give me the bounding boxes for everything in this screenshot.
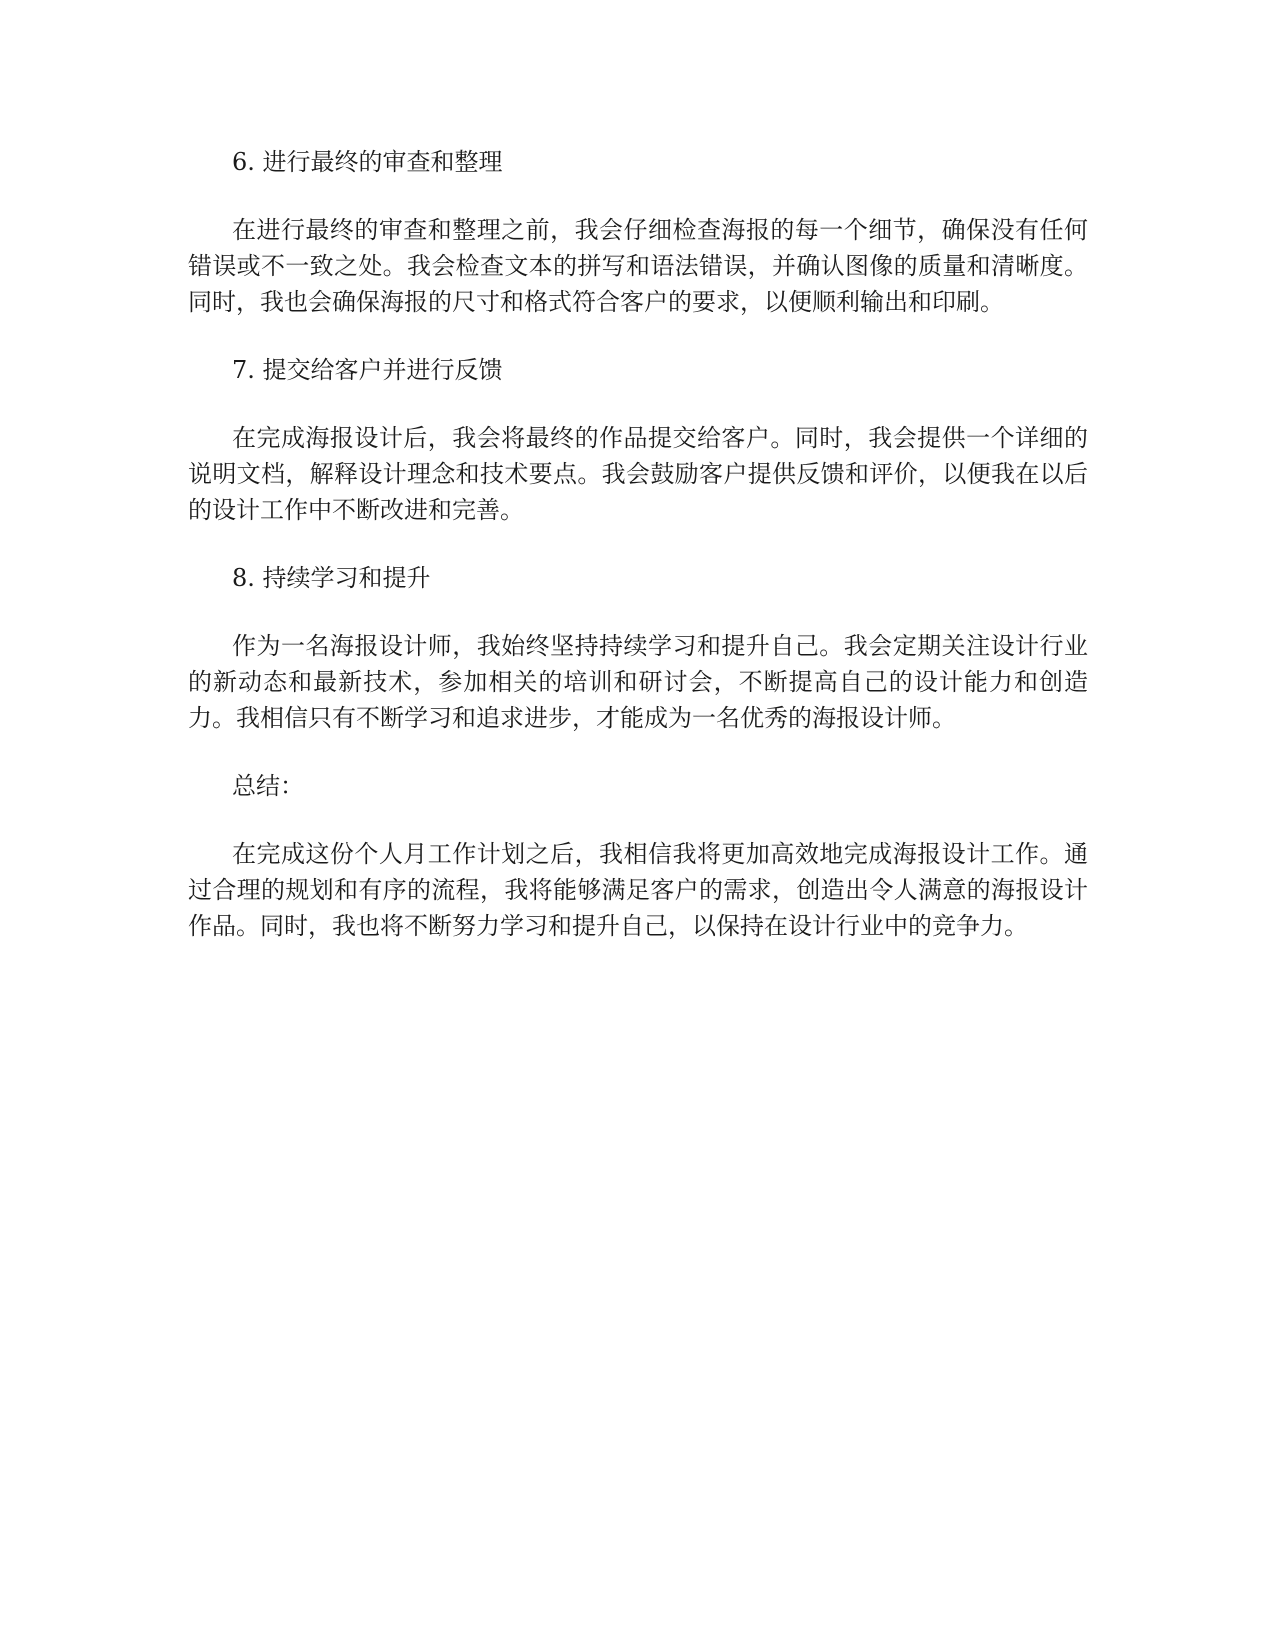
summary-heading: 总结： bbox=[232, 772, 304, 800]
section-paragraph-8: 作为一名海报设计师，我始终坚持持续学习和提升自己。我会定期关注设计行业的新动态和最新技术，参加相关的培训和研讨会，不断提高自己的设计能力和创造力。我相信只有不断学习和追求进步，才能成为一名优秀的海报设计师。 bbox=[188, 632, 1088, 732]
section-paragraph-6: 在进行最终的审查和整理之前，我会仔细检查海报的每一个细节，确保没有任何错误或不一致之处。我会检查文本的拼写和语法错误，并确认图像的质量和清晰度。同时，我也会确保海报的尺寸和格式符合客户的要求，以便顺利输出和印刷。 bbox=[188, 216, 1088, 316]
section-heading-6: 6. 进行最终的审查和整理 bbox=[232, 148, 503, 176]
section-paragraph-7: 在完成海报设计后，我会将最终的作品提交给客户。同时，我会提供一个详细的说明文档，解释设计理念和技术要点。我会鼓励客户提供反馈和评价，以便我在以后的设计工作中不断改进和完善。 bbox=[188, 424, 1088, 524]
section-heading-8: 8. 持续学习和提升 bbox=[232, 564, 431, 592]
summary-paragraph: 在完成这份个人月工作计划之后，我相信我将更加高效地完成海报设计工作。通过合理的规划和有序的流程，我将能够满足客户的需求，创造出令人满意的海报设计作品。同时，我也将不断努力学习和提升自己，以保持在设计行业中的竞争力。 bbox=[188, 840, 1088, 940]
document-body bbox=[188, 144, 1088, 976]
section-heading-7: 7. 提交给客户并进行反馈 bbox=[232, 356, 503, 384]
